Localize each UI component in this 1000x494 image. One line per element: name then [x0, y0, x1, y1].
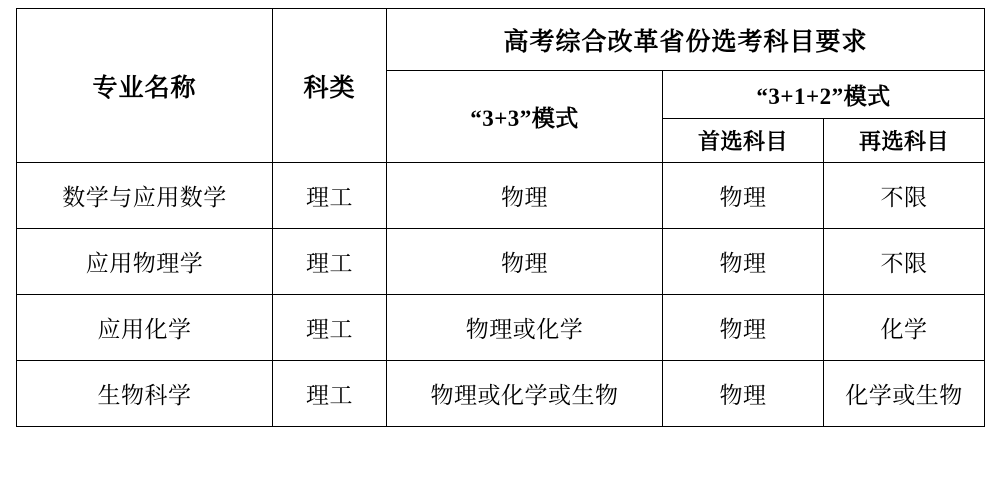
- cell-second-choice: 不限: [824, 229, 985, 295]
- header-category: 科类: [273, 9, 387, 163]
- cell-second-choice: 不限: [824, 163, 985, 229]
- table-row: [17, 361, 985, 427]
- cell-category: 理工: [273, 229, 387, 295]
- cell-mode-3-3: 物理: [387, 229, 663, 295]
- cell-major-name: 生物科学: [17, 361, 273, 427]
- table-header-row-1: [17, 9, 985, 71]
- header-overall-requirement: 高考综合改革省份选考科目要求: [387, 9, 985, 71]
- cell-first-choice: 物理: [663, 361, 824, 427]
- document-page: [0, 8, 1000, 494]
- elective-subject-requirements-table: [16, 8, 985, 427]
- header-mode-3-1-2: “3+1+2”模式: [663, 71, 985, 119]
- cell-major-name: 应用物理学: [17, 229, 273, 295]
- header-second-choice: 再选科目: [824, 119, 985, 163]
- cell-major-name: 数学与应用数学: [17, 163, 273, 229]
- cell-second-choice: 化学: [824, 295, 985, 361]
- table-row: [17, 163, 985, 229]
- cell-second-choice: 化学或生物: [824, 361, 985, 427]
- cell-first-choice: 物理: [663, 295, 824, 361]
- cell-category: 理工: [273, 295, 387, 361]
- cell-mode-3-3: 物理或化学: [387, 295, 663, 361]
- cell-mode-3-3: 物理或化学或生物: [387, 361, 663, 427]
- cell-category: 理工: [273, 361, 387, 427]
- cell-mode-3-3: 物理: [387, 163, 663, 229]
- cell-first-choice: 物理: [663, 163, 824, 229]
- header-mode-3-3: “3+3”模式: [387, 71, 663, 163]
- cell-major-name: 应用化学: [17, 295, 273, 361]
- header-major-name: 专业名称: [17, 9, 273, 163]
- cell-first-choice: 物理: [663, 229, 824, 295]
- cell-category: 理工: [273, 163, 387, 229]
- header-first-choice: 首选科目: [663, 119, 824, 163]
- table-row: [17, 229, 985, 295]
- table-row: [17, 295, 985, 361]
